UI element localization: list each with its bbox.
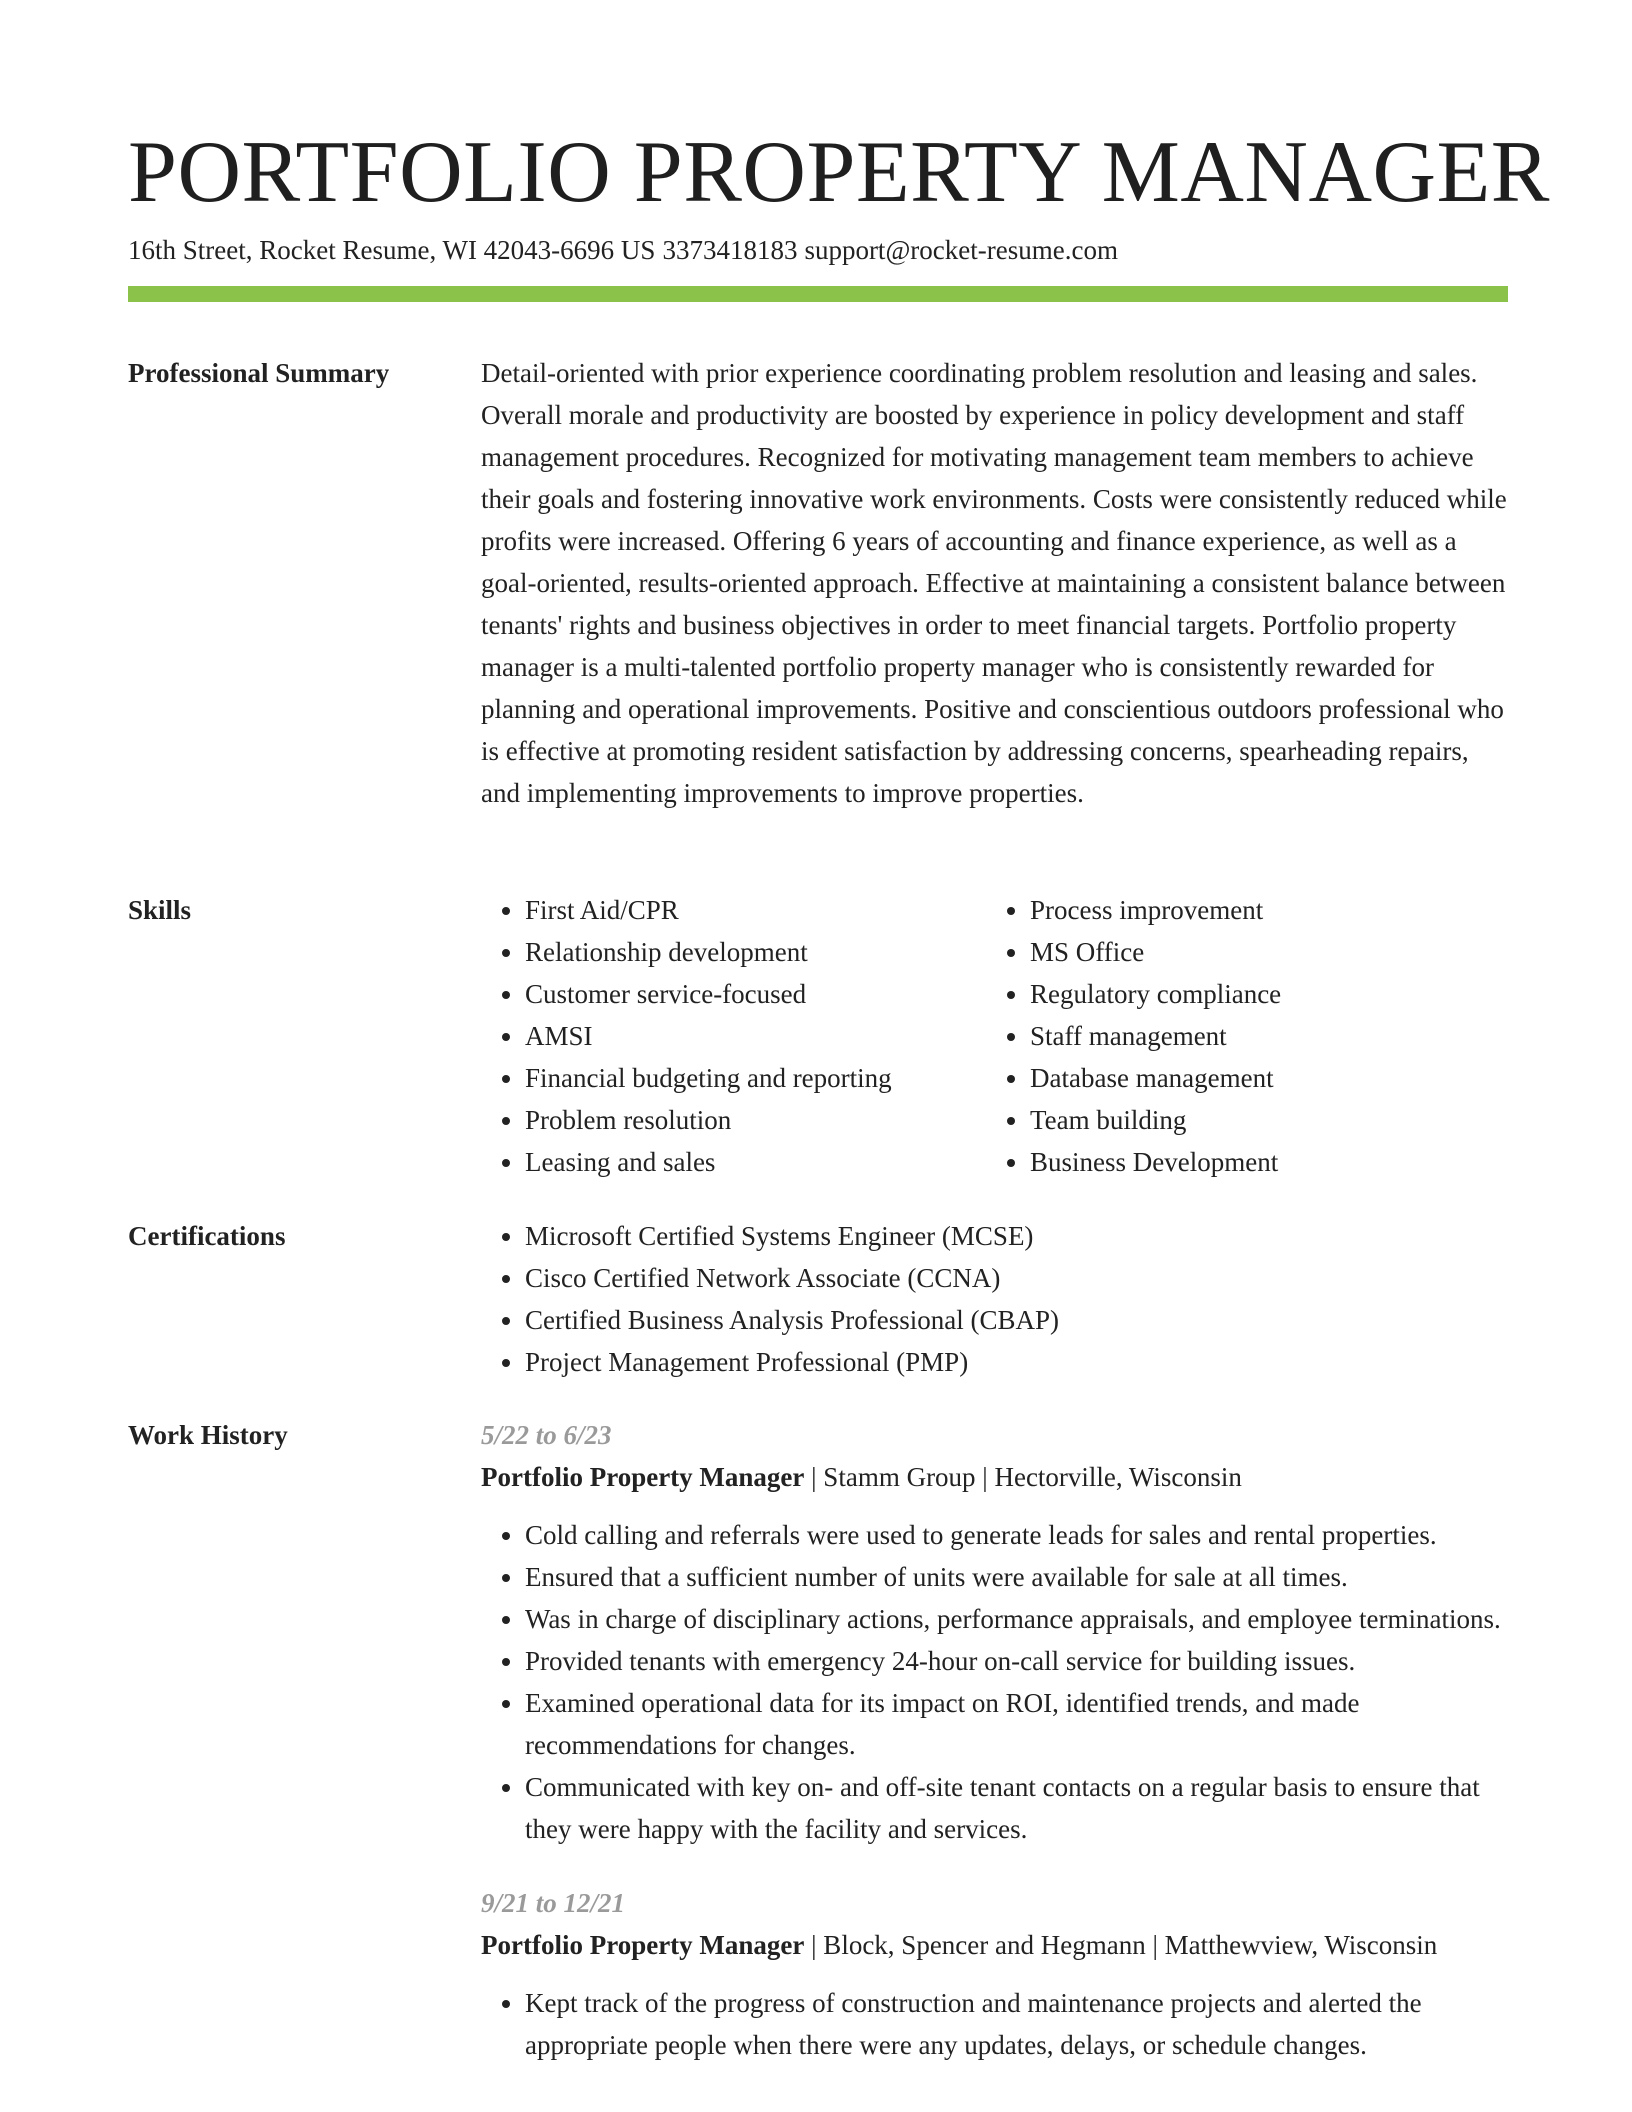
header-divider bbox=[128, 286, 1508, 302]
skill-item: • Process improvement bbox=[1030, 889, 1491, 931]
job-heading bbox=[481, 1924, 1511, 1966]
certification-item: • Project Management Professional (PMP) bbox=[525, 1341, 1511, 1383]
skill-item: • Leasing and sales bbox=[525, 1141, 986, 1183]
summary-body bbox=[481, 352, 1511, 814]
skills-heading: Skills bbox=[128, 895, 192, 925]
job-bullet: • Communicated with key on- and off-site tenant contacts on a regular basis to ensure that they were happy with the facility and services. bbox=[525, 1766, 1511, 1850]
job-entry bbox=[481, 1414, 1511, 1850]
job-bullet: • Kept track of the progress of construction and maintenance projects and alerted the appropriate people when there were any updates, delays, or schedule changes. bbox=[525, 1982, 1511, 2066]
job-bullet-list bbox=[481, 1514, 1511, 1850]
skills-column-right bbox=[986, 889, 1491, 1183]
job-details: | Block, Spencer and Hegmann | Matthewview, Wisconsin bbox=[804, 1930, 1438, 1960]
certifications-heading: Certifications bbox=[128, 1221, 286, 1251]
skill-item: • Customer service-focused bbox=[525, 973, 986, 1015]
job-title: Portfolio Property Manager bbox=[481, 1930, 805, 1960]
skill-item: • First Aid/CPR bbox=[525, 889, 986, 931]
job-entry bbox=[481, 1882, 1511, 2066]
work-history-heading: Work History bbox=[128, 1420, 288, 1450]
skill-item: • Financial budgeting and reporting bbox=[525, 1057, 986, 1099]
contact-phone: 3373418183 bbox=[662, 235, 798, 265]
job-bullet: • Examined operational data for its impact on ROI, identified trends, and made recommendations for changes. bbox=[525, 1682, 1511, 1766]
job-bullet: • Ensured that a sufficient number of units were available for sale at all times. bbox=[525, 1556, 1511, 1598]
job-bullet: • Provided tenants with emergency 24-hour on-call service for building issues. bbox=[525, 1640, 1511, 1682]
job-bullet: • Cold calling and referrals were used to generate leads for sales and rental properties. bbox=[525, 1514, 1511, 1556]
skills-column-left bbox=[481, 889, 986, 1183]
skill-item: • Problem resolution bbox=[525, 1099, 986, 1141]
job-bullet: • Was in charge of disciplinary actions, performance appraisals, and employee terminations. bbox=[525, 1598, 1511, 1640]
page-title: PORTFOLIO PROPERTY MANAGER bbox=[128, 124, 1550, 221]
contact-address: 16th Street, Rocket Resume, WI 42043-6696 US bbox=[128, 235, 656, 265]
job-bullet-list bbox=[481, 1982, 1511, 2066]
work-history-body bbox=[481, 1414, 1511, 2066]
skill-item: • AMSI bbox=[525, 1015, 986, 1057]
summary-heading: Professional Summary bbox=[128, 358, 390, 388]
skill-item: • MS Office bbox=[1030, 931, 1491, 973]
job-heading bbox=[481, 1456, 1511, 1498]
certification-item: • Microsoft Certified Systems Engineer (MCSE) bbox=[525, 1215, 1511, 1257]
job-details: | Stamm Group | Hectorville, Wisconsin bbox=[804, 1462, 1242, 1492]
job-dates: 5/22 to 6/23 bbox=[481, 1420, 612, 1450]
skill-item: • Staff management bbox=[1030, 1015, 1491, 1057]
summary-text: Detail-oriented with prior experience coordinating problem resolution and leasing and sales. Overall morale and productivity are boosted by experience in policy development and staff management procedures. Recognized for motivating management team members to achieve their goals and fostering innovative work environments. Costs were consistently reduced while profits were increased. Offering 6 years of accounting and finance experience, as well as a goal-oriented, results-oriented approach. Effective at maintaining a consistent balance between tenants' rights and business objectives in order to meet financial targets. Portfolio property manager is a multi-talented portfolio property manager who is consistently rewarded for planning and operational improvements. Positive and conscientious outdoors professional who is effective at promoting resident satisfaction by addressing concerns, spearheading repairs, and implementing improvements to improve properties. bbox=[481, 358, 1507, 808]
certification-item: • Cisco Certified Network Associate (CCNA) bbox=[525, 1257, 1511, 1299]
certifications-body bbox=[481, 1215, 1511, 1383]
skill-item: • Business Development bbox=[1030, 1141, 1491, 1183]
skills-body bbox=[481, 889, 1511, 1183]
skill-item: • Team building bbox=[1030, 1099, 1491, 1141]
skill-item: • Relationship development bbox=[525, 931, 986, 973]
skill-item: • Database management bbox=[1030, 1057, 1491, 1099]
job-title: Portfolio Property Manager bbox=[481, 1462, 805, 1492]
contact-line bbox=[128, 230, 1118, 270]
certification-item: • Certified Business Analysis Professional (CBAP) bbox=[525, 1299, 1511, 1341]
contact-email: support@rocket-resume.com bbox=[804, 235, 1118, 265]
job-dates: 9/21 to 12/21 bbox=[481, 1888, 626, 1918]
skill-item: • Regulatory compliance bbox=[1030, 973, 1491, 1015]
